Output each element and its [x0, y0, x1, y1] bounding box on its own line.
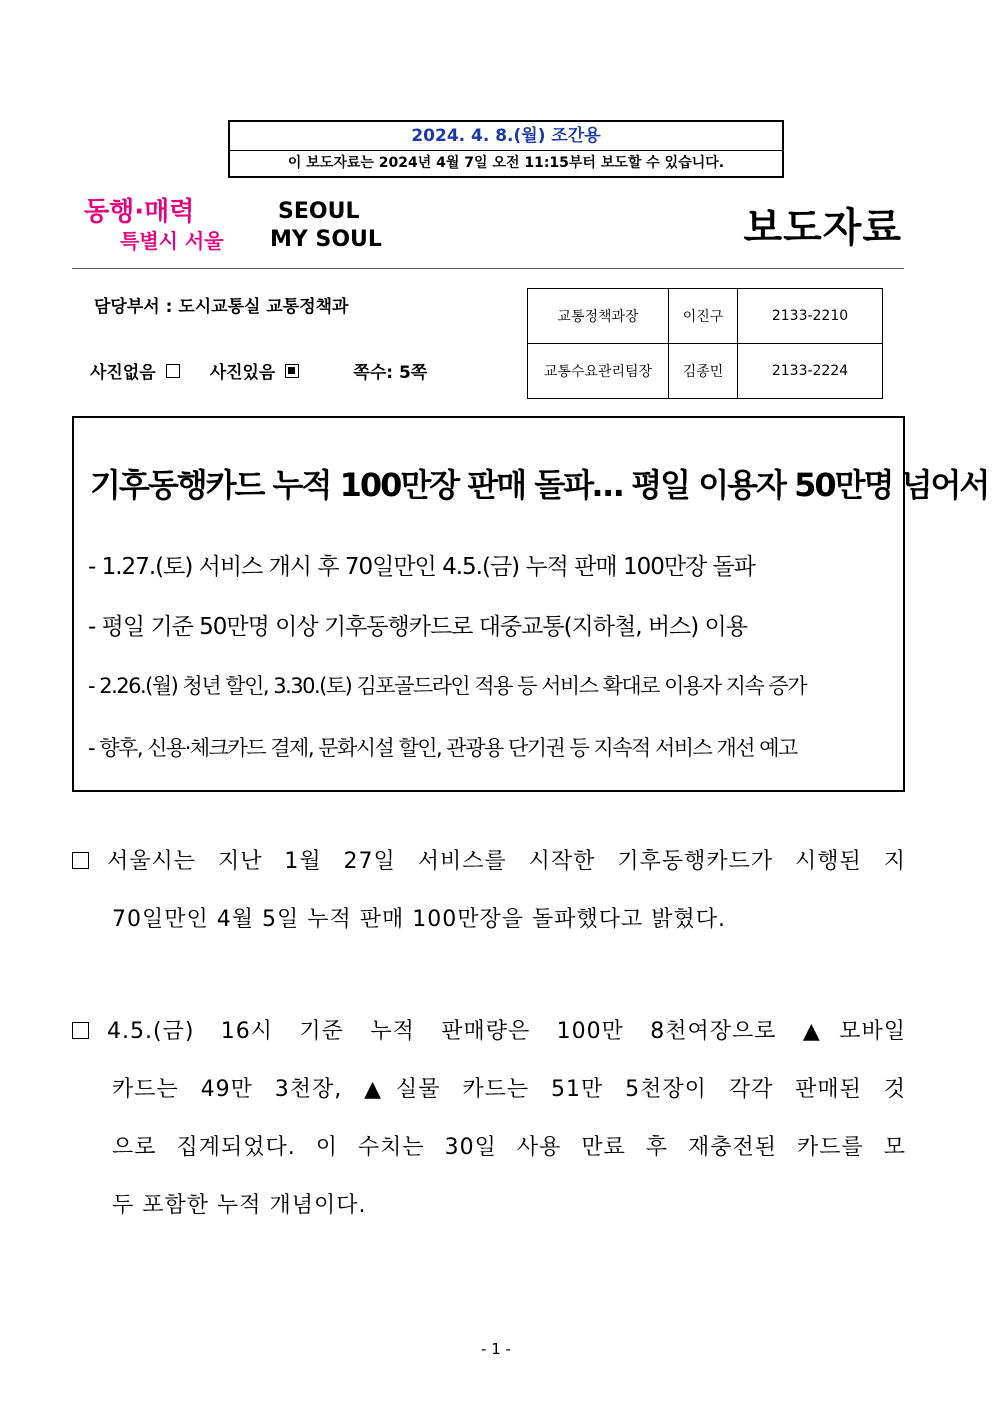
contact-phone: 2133-2224: [738, 344, 883, 399]
embargo-box: [228, 120, 784, 178]
embargo-date: 2024. 4. 8.(월) 조간용: [230, 122, 782, 151]
has-photo-label: 사진있음: [209, 363, 276, 383]
logo-seoul-line1: SEOUL: [278, 199, 360, 224]
square-bullet-icon: [72, 852, 89, 869]
header-divider: [72, 268, 904, 269]
contact-title: 교통정책과장: [528, 289, 669, 344]
body-paragraph-2: [72, 1003, 906, 1235]
logo-left-line1: 동행·매력: [84, 197, 195, 227]
no-photo-checkbox-icon: [166, 364, 180, 378]
contact-name: 이진구: [669, 289, 738, 344]
no-photo-label: 사진없음: [90, 363, 156, 383]
summary-box: [72, 416, 989, 792]
contact-name: 김종민: [669, 344, 738, 399]
headline: 기후동행카드 누적 100만장 판매 돌파… 평일 이용자 50만명 넘어서: [90, 466, 989, 504]
body-text: 두 포함한 누적 개념이다.: [112, 1193, 367, 1218]
body-text: 4.5.(금) 16시 기준 누적 판매량은 100만 8천여장으로 ▲모바일: [107, 1019, 906, 1044]
contact-title: 교통수요관리팀장: [528, 344, 669, 399]
summary-bullet: - 향후, 신용·체크카드 결제, 문화시설 할인, 관광용 단기권 등 지속적 서비스 개선 예고: [88, 736, 797, 760]
department-label: 담당부서 : 도시교통실 교통정책과: [94, 297, 349, 317]
square-bullet-icon: [72, 1022, 89, 1039]
logo-left-line2: 특별시 서울: [120, 229, 224, 253]
page-count: 쪽수: 5쪽: [353, 363, 428, 383]
contact-row: [528, 344, 883, 399]
photo-info: [90, 358, 427, 383]
embargo-notice: 이 보도자료는 2024년 4월 7일 오전 11:15부터 보도할 수 있습니다.: [287, 155, 725, 171]
body-text: 카드는 49만 3천장, ▲실물 카드는 51만 5천장이 각각 판매된 것: [112, 1077, 906, 1102]
contact-row: [528, 289, 883, 344]
doc-type-title: 보도자료: [743, 205, 902, 251]
logo-seoul-line2: MY SOUL: [270, 227, 382, 252]
summary-bullet: - 평일 기준 50만명 이상 기후동행카드로 대중교통(지하철, 버스) 이용: [88, 614, 747, 640]
seoul-my-soul-logo: [268, 194, 382, 254]
body-paragraph-1: [72, 833, 906, 949]
has-photo-checkbox-icon: [285, 364, 299, 378]
contact-table: [527, 288, 883, 399]
page-number: - 1 -: [481, 1340, 511, 1358]
seoul-slogan-logo: [80, 192, 250, 256]
body-text: 서울시는 지난 1월 27일 서비스를 시작한 기후동행카드가 시행된 지: [107, 849, 906, 874]
summary-bullet: - 1.27.(토) 서비스 개시 후 70일만인 4.5.(금) 누적 판매 100만장 돌파: [88, 554, 756, 580]
body-text: 70일만인 4월 5일 누적 판매 100만장을 돌파했다고 밝혔다.: [112, 907, 726, 932]
summary-bullet: - 2.26.(월) 청년 할인, 3.30.(토) 김포골드라인 적용 등 서비스 확대로 이용자 지속 증가: [88, 674, 806, 698]
body-text: 으로 집계되었다. 이 수치는 30일 사용 만료 후 재충전된 카드를 모: [112, 1135, 906, 1160]
contact-phone: 2133-2210: [738, 289, 883, 344]
